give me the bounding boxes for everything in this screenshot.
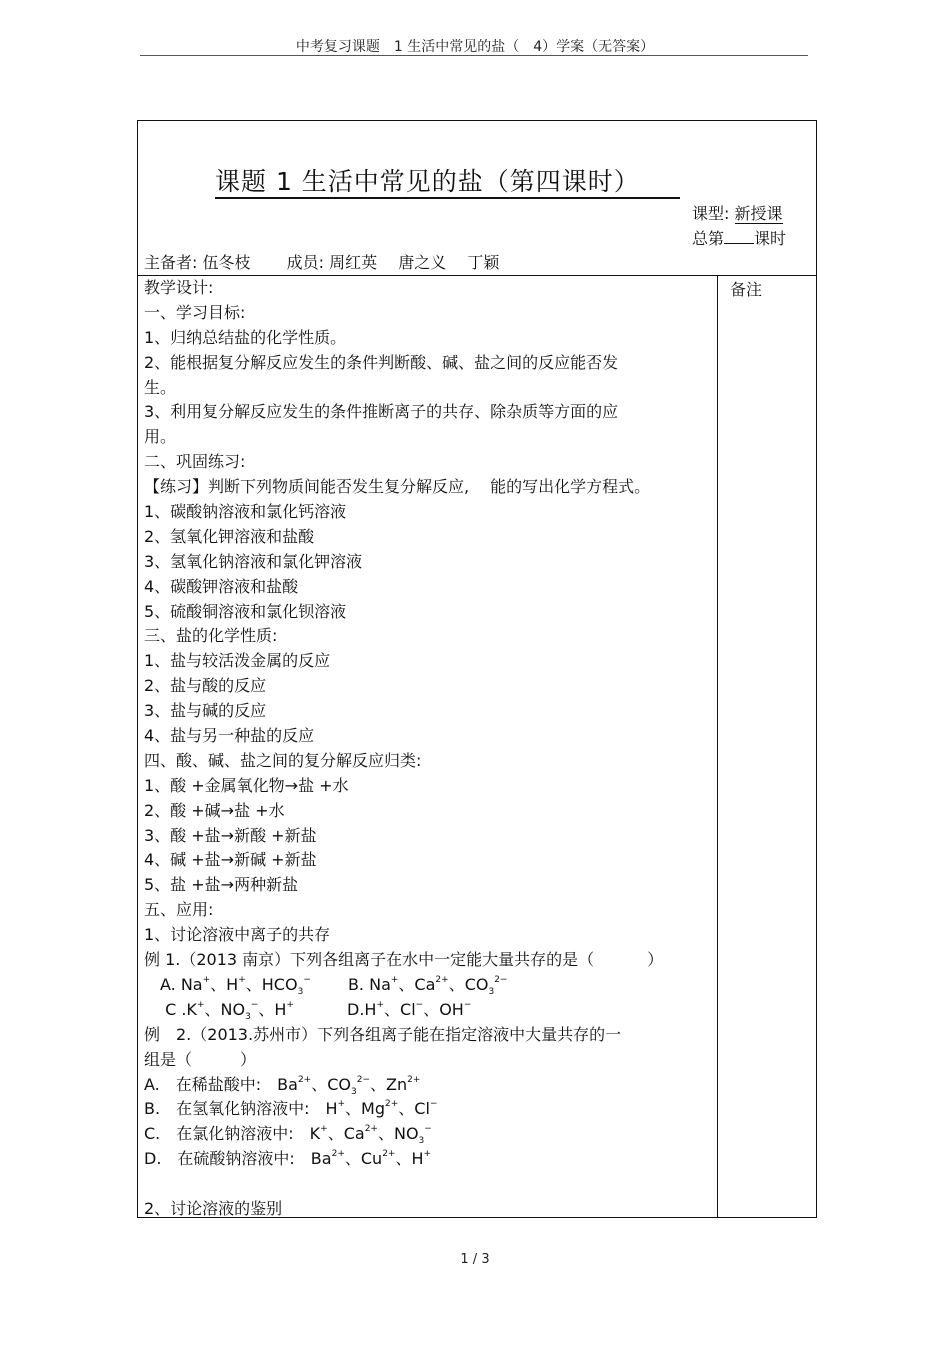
remark-column-divider bbox=[717, 275, 718, 1218]
example1-question: 例 1.（2013 南京）下列各组离子在水中一定能大量共存的是（ ） bbox=[144, 950, 664, 970]
lesson-count-blank bbox=[724, 229, 754, 244]
lesson-count-prefix: 总第 bbox=[692, 229, 725, 248]
content-line: 一、学习目标: bbox=[144, 302, 246, 322]
content-line: 3、盐与碱的反应 bbox=[144, 701, 267, 721]
content-line: 3、酸 +盐→新酸 +新盐 bbox=[144, 825, 317, 845]
content-line: 1、归纳总结盐的化学性质。 bbox=[144, 327, 347, 347]
content-line: 2、盐与酸的反应 bbox=[144, 676, 267, 696]
content-line: 2、氢氧化钾溶液和盐酸 bbox=[144, 526, 315, 546]
content-line: 4、盐与另一种盐的反应 bbox=[144, 726, 315, 746]
blank-line bbox=[144, 1172, 712, 1197]
example2-option-a: A. 在稀盐酸中: $Ba^{2+}$、$CO_3^{2-}$、$Zn^{2+}$ bbox=[144, 1074, 421, 1097]
content-line: 【练习】判断下列物质间能否发生复分解反应, 能的写出化学方程式。 bbox=[144, 477, 651, 497]
example2-option-d: D. 在硫酸钠溶液中: $Ba^{2+}$、$Cu^{2+}$、H+ bbox=[144, 1149, 432, 1169]
course-type bbox=[692, 201, 783, 224]
remark-label: 备注 bbox=[730, 280, 763, 299]
content-line: 生。 bbox=[144, 377, 177, 397]
content-line: 5、硫酸铜溶液和氯化钡溶液 bbox=[144, 601, 347, 621]
content-line: 1、碳酸钠溶液和氯化钙溶液 bbox=[144, 502, 347, 522]
course-type-value: 新授课 bbox=[734, 204, 783, 223]
preparer: 主备者: 伍冬枝 bbox=[144, 253, 251, 272]
content-line: 用。 bbox=[144, 427, 177, 447]
content-line: 1、酸 +金属氧化物→盐 +水 bbox=[144, 775, 349, 795]
staff-line bbox=[144, 250, 499, 273]
title-underline bbox=[215, 197, 680, 199]
lesson-title: 课题 1 生活中常见的盐（第四课时） bbox=[215, 167, 640, 196]
example2-question: 例 2.（2013.苏州市）下列各组离子能在指定溶液中大量共存的一 bbox=[144, 1024, 622, 1044]
lesson-count bbox=[692, 226, 786, 249]
lesson-count-suffix: 课时 bbox=[754, 229, 787, 248]
example1-options-cd: C .K+、$NO_3^-$、H+ D.H+、Cl−、OH− bbox=[144, 999, 472, 1023]
content-line: 五、应用: bbox=[144, 900, 214, 920]
example2-option-c: C. 在氯化钠溶液中: K+、$Ca^{2+}$、$NO_3^-$ bbox=[144, 1124, 432, 1147]
example2-question-cont: 组是（ ） bbox=[144, 1049, 257, 1069]
example2-option-b: B. 在氢氧化钠溶液中: H+、$Mg^{2+}$、Cl− bbox=[144, 1099, 438, 1119]
content-line: 教学设计: bbox=[144, 278, 214, 297]
content-line: 4、碳酸钾溶液和盐酸 bbox=[144, 576, 299, 596]
content-line: 1、讨论溶液中离子的共存 bbox=[144, 925, 331, 945]
content-line: 2、酸 +碱→盐 +水 bbox=[144, 800, 285, 820]
content-line: 二、巩固练习: bbox=[144, 452, 246, 472]
example1-options-ab: A. Na+、H+、$HCO_3^-$ B. Na+、$Ca^{2+}$、$CO_3^{2-}$ bbox=[144, 974, 508, 998]
content-line: 2、能根据复分解反应发生的条件判断酸、碱、盐之间的反应能否发 bbox=[144, 352, 619, 372]
course-type-label: 课型: bbox=[692, 204, 730, 223]
members: 成员: 周红英 唐之义 丁颖 bbox=[286, 253, 500, 272]
content-line: 5、盐 +盐→两种新盐 bbox=[144, 875, 299, 895]
content-line: 四、酸、碱、盐之间的复分解反应归类: bbox=[144, 750, 422, 770]
page-number: 1 / 3 bbox=[460, 1252, 490, 1267]
content-line: 4、碱 +盐→新碱 +新盐 bbox=[144, 850, 317, 870]
section-heading: 2、讨论溶液的鉴别 bbox=[144, 1198, 283, 1218]
content-line: 三、盐的化学性质: bbox=[144, 626, 278, 646]
page-header: 中考复习课题 1 生活中常见的盐（ 4）学案（无答案） bbox=[295, 39, 655, 55]
teaching-design-content bbox=[144, 276, 712, 1222]
header-rule bbox=[140, 55, 808, 56]
content-line: 1、盐与较活泼金属的反应 bbox=[144, 651, 331, 671]
content-line: 3、氢氧化钠溶液和氯化钾溶液 bbox=[144, 551, 363, 571]
content-line: 3、利用复分解反应发生的条件推断离子的共存、除杂质等方面的应 bbox=[144, 402, 619, 422]
